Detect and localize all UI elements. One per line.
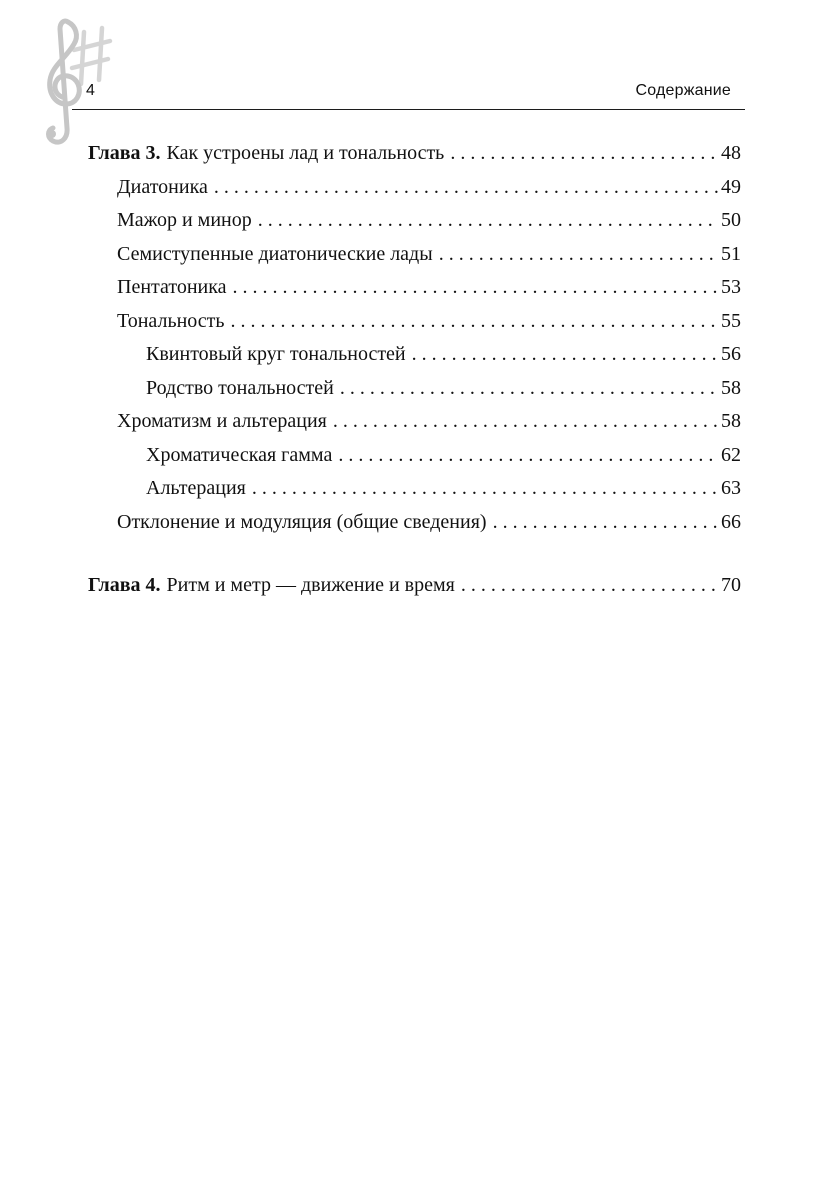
toc-entry-page: 58	[721, 410, 741, 432]
toc-entry-page: 48	[721, 142, 741, 164]
toc-entry	[88, 137, 741, 171]
toc-entry-label: Диатоника	[117, 175, 208, 198]
toc-entry-page: 50	[721, 209, 741, 231]
toc-entry-label: Квинтовый круг тональностей	[146, 343, 406, 365]
toc-leader-dots	[461, 569, 718, 603]
toc-entry	[88, 405, 741, 439]
toc-entry-page: 62	[721, 443, 741, 466]
toc-entry-label: Семиступенные диатонические лады	[117, 242, 433, 265]
page-header	[72, 0, 745, 110]
toc-entry-label: Альтерация	[146, 477, 246, 499]
toc-entry-page: 55	[721, 309, 741, 332]
toc-leader-dots	[439, 238, 718, 272]
toc-entry-label: Тональность	[117, 309, 225, 332]
toc-entry	[88, 271, 741, 305]
toc-entry-label: Хроматическая гамма	[146, 443, 333, 466]
toc-leader-dots	[231, 305, 718, 339]
toc-entry-prefix: Глава 4.	[88, 574, 161, 596]
toc-entry-label: Хроматизм и альтерация	[117, 410, 327, 432]
toc-entry	[88, 204, 741, 238]
toc-leader-dots	[340, 372, 718, 406]
toc-leader-dots	[233, 271, 718, 305]
toc-leader-dots	[338, 439, 718, 473]
toc-entry-label: Родство тональностей	[146, 376, 334, 399]
toc-entry-label: Пентатоника	[117, 276, 227, 298]
running-title: Содержание	[635, 82, 731, 99]
toc-entry-page: 66	[721, 510, 741, 533]
toc-entry-prefix: Глава 3.	[88, 142, 161, 164]
toc-entry-page: 58	[721, 376, 741, 399]
toc-entry-page: 63	[721, 477, 741, 499]
page-number: 4	[86, 82, 95, 99]
toc-entry	[88, 472, 741, 506]
toc-entry	[88, 238, 741, 272]
toc-leader-dots	[412, 338, 718, 372]
toc-entry	[88, 439, 741, 473]
toc-leader-dots	[450, 137, 718, 171]
toc-entry	[88, 372, 741, 406]
toc-entry	[88, 569, 741, 603]
toc-leader-dots	[258, 204, 718, 238]
toc-entry	[88, 171, 741, 205]
toc-entry-page: 70	[721, 574, 741, 596]
toc-leader-dots	[333, 405, 718, 439]
toc-entry-label: Ритм и метр — движение и время	[166, 574, 455, 596]
toc-entry-label: Как устроены лад и тональность	[166, 142, 445, 164]
toc-entry-page: 56	[721, 343, 741, 365]
toc-entry	[88, 305, 741, 339]
toc-list	[88, 137, 741, 603]
toc-entry	[88, 506, 741, 540]
toc-leader-dots	[493, 506, 718, 540]
toc-entry	[88, 338, 741, 372]
toc-entry-page: 51	[721, 242, 741, 265]
toc-entry-label: Отклонение и модуляция (общие сведения)	[117, 510, 487, 533]
toc-entry-label: Мажор и минор	[117, 209, 252, 231]
toc-leader-dots	[252, 472, 718, 506]
toc-leader-dots	[214, 171, 718, 205]
toc-entry-page: 53	[721, 276, 741, 298]
toc-entry-page: 49	[721, 175, 741, 198]
